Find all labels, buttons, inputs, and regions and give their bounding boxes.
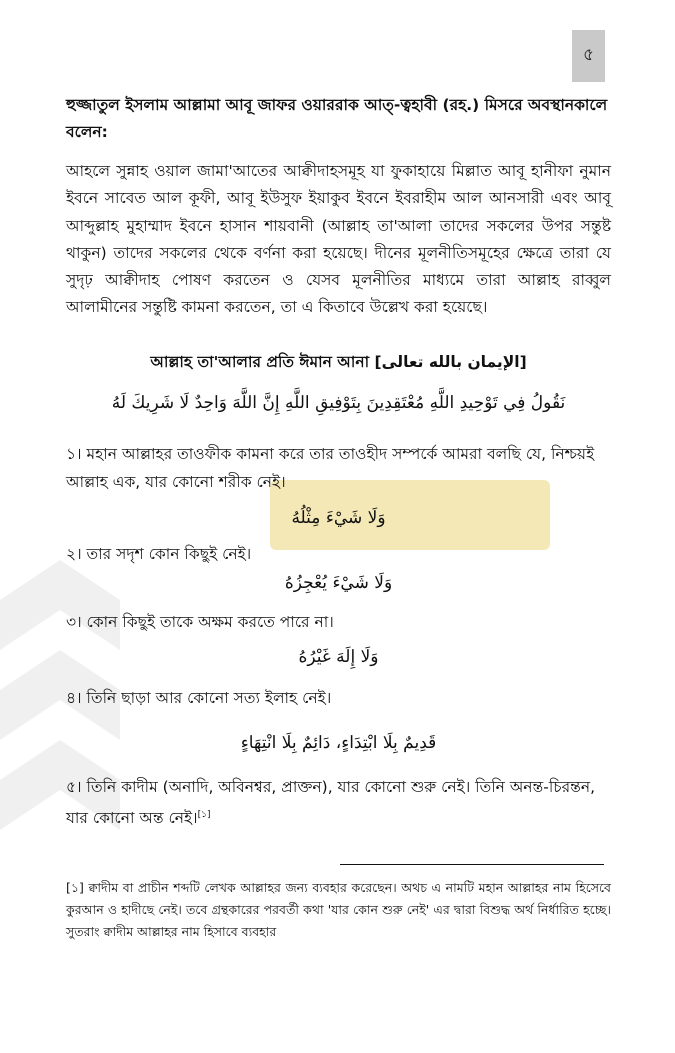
- body-paragraph: আহলে সুন্নাহ ওয়াল জামা'আতের আক্বীদাহসমূহ যা ফুকাহায়ে মিল্লাত আবূ হানীফা নুমান ইবনে সাবেত আল কূফী, আবূ ইউসুফ ইয়াকুব ইবনে ইবরাহীম আল আনসারী এবং আবূ আব্দুল্লাহ মুহাম্মাদ ইবনে হাসান শায়বানী (আল্লাহ তা'আলা তাদের সকলের উপর সন্তুষ্ট থাকুন) তাদের সকলের থেকে বর্ণনা করা হয়েছে। দীনের মূলনীতিসমূহের ক্ষেত্রে তারা যে সুদৃঢ় আক্বীদাহ পোষণ করতেন ও যেসব মূলনীতির মাধ্যমে তারা আল্লাহ রাব্বুল আলামীনের সন্তুষ্টি কামনা করতেন, তা এ কিতাবে উল্লেখ করা হয়েছে।: [66, 162, 611, 317]
- item-4: ৪। তিনি ছাড়া আর কোনো সত্য ইলাহ নেই।: [66, 689, 332, 707]
- arabic-3: وَلَا شَيْءَ يُعْجِزُهُ: [284, 573, 393, 593]
- arabic-main: نَقُولُ فِي تَوْحِيدِ اللَّهِ مُعْتَقِدِينَ بِتَوْفِيقِ اللَّهِ إِنَّ اللَّهَ وَاحِدٌ لَا شَرِيكَ لَهُ: [111, 393, 566, 413]
- item-5-text: ৫। তিনি কাদীম (অনাদি, অবিনশ্বর, প্রাক্তন), যার কোনো শুরু নেই। তিনি অনন্ত-চিরন্তন, যার কোনো অন্ত নেই।: [66, 778, 596, 828]
- item-2: ২। তার সদৃশ কোন কিছুই নেই।: [66, 545, 252, 563]
- arabic-5: قَدِيمٌ بِلَا ابْتِدَاءٍ، دَائِمٌ بِلَا انْتِهَاءٍ: [240, 733, 437, 753]
- item-1: ১। মহান আল্লাহর তাওফীক কামনা করে তার তাওহীদ সম্পর্কে আমরা বলছি যে, নিশ্চয়ই আল্লাহ এক, যার কোনো শরীক নেই।: [66, 445, 595, 491]
- arabic-2: وَلَا شَيْءَ مِثْلُهُ: [291, 508, 386, 528]
- intro-text: হুজ্জাতুল ইসলাম আল্লামা আবূ জাফর ওয়াররাক আত্‌-ত্বহাবী (রহ.) মিসরে অবস্থানকালে বলেন:: [66, 96, 608, 141]
- footnote-divider: [340, 864, 604, 865]
- page-number: ৫: [572, 30, 605, 82]
- footnote: [১] ক্বাদীম বা প্রাচীন শব্দটি লেখক আল্লাহর জন্য ব্যবহার করেছেন। অথচ এ নামটি মহান আল্লাহর নাম হিসেবে কুরআন ও হাদীছে নেই। তবে গ্রন্থকারের পরবর্তী কথা 'যার কোন শুরু নেই' এর দ্বারা বিশুদ্ধ অর্থ নির্ধারিত হচ্ছে। সুতরাং ক্বাদীম আল্লাহর নাম হিসাবে ব্যবহার: [66, 880, 611, 939]
- footnote-ref: [১]: [197, 810, 211, 820]
- section-heading: আল্লাহ তা'আলার প্রতি ঈমান আনা [الإيمان بالله تعالى]: [150, 353, 527, 371]
- item-5: [66, 773, 611, 832]
- arabic-4: وَلَا إِلَهَ غَيْرُهُ: [298, 647, 379, 667]
- item-3: ৩। কোন কিছুই তাকে অক্ষম করতে পারে না।: [66, 613, 334, 631]
